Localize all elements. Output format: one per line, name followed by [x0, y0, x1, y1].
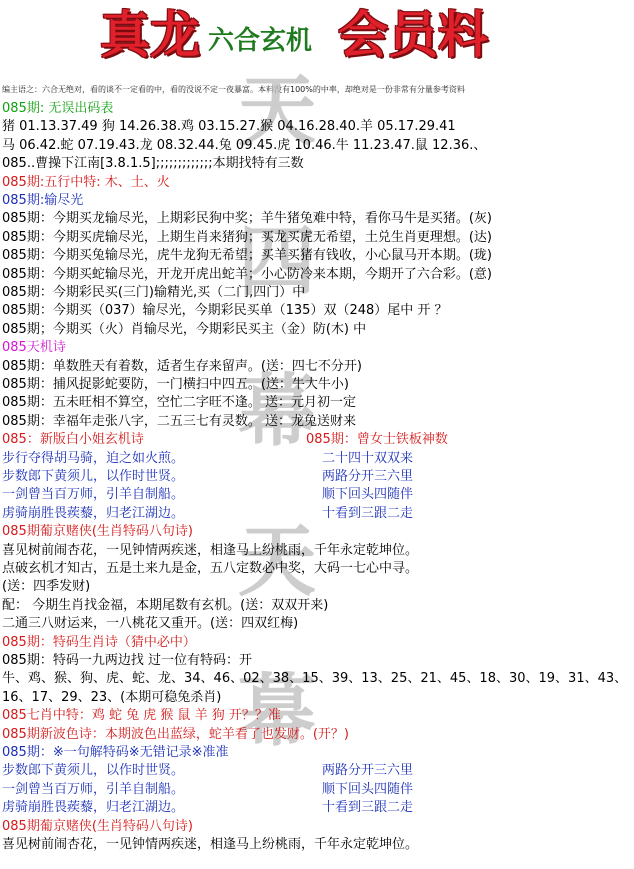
text-line: 085期新波色诗：本期波色出蓝绿，蛇羊看了也发财。(开？)	[2, 726, 349, 742]
text-line: 085期: 无误出码表	[2, 101, 114, 116]
text-line: 085期：今期买龙输尽光，上期彩民狗中奖；羊牛猪兔难中特，看你马牛是买猪。(灰)	[2, 211, 492, 227]
text-line: 步行夺得胡马骑，迫之如火煎。	[2, 450, 185, 466]
text-line: 085期：今期买虎输尽光，上期生肖来猪狗；买龙买虎无希望，土兑生肖更理想。(达)	[2, 229, 492, 245]
text-line: 点破玄机才知古，五是土来九是金，五八定数必中奖，大码一七心中寻。	[2, 561, 419, 576]
text-line: 085期：特码生肖诗（猜中必中）	[2, 634, 196, 650]
text-line: 085期:五行中特: 木、土、火	[2, 174, 170, 190]
text-line: 二十四十双双来	[322, 450, 414, 466]
text-line: 085期：今期买蛇输尽光，开龙开虎出蛇羊；小心防冷来本期，今期开了六合彩。(意)	[2, 266, 492, 282]
text-line: 085期：单数胜天有着数，适者生存来留声。(送：四七不分开)	[2, 358, 362, 374]
watermark-glyph: 天	[237, 516, 316, 607]
watermark-glyph: 幕	[237, 666, 316, 757]
text-line: (送：四季发财)	[2, 579, 91, 595]
text-line: 085期：捕风捉影蛇要防，一门横扫中四五。(送：牛大牛小)	[2, 377, 349, 392]
watermark-glyph: 四	[237, 216, 316, 307]
text-line: 085天机诗	[2, 340, 66, 356]
text-line: 十看到三跟二走	[322, 505, 414, 521]
text-line: 二通三八财运来，一八桃花又重开。(送：四双红梅)	[2, 616, 299, 632]
text-line: 喜见树前闹杏花，一见钟情两疾迷，相逢马上纷桃雨，千年永定乾坤位。	[2, 542, 419, 558]
text-line: 配： 今期生肖找金福，本期尾数有玄机。(送：双双开来)	[2, 597, 329, 613]
text-line: 顺下回头四随伴	[322, 487, 414, 503]
text-line: 步数郎下黄须儿，以作时世贤。	[2, 763, 185, 779]
text-line: 十看到三跟二走	[322, 800, 414, 816]
text-line: 085期：※一句解特码※无错记录※准准	[2, 745, 229, 760]
title-part2: 会员料	[338, 5, 488, 64]
text-line: 马 06.42.蛇 07.19.43.龙 08.32.44.兔 09.45.虎 10.46.牛 11.23.47.鼠 12.36.、	[2, 137, 487, 153]
text-line: 一剑曾当百万师，引羊自制船。	[2, 487, 185, 503]
text-line: 085期:输尽光	[2, 193, 84, 208]
disclaimer-notice: 编主语之：六合无绝对，看的谈不一定看的中，看的没说不定一夜暴富。本料没有100%的中率，却绝对是一份非常有分量参考资料	[2, 85, 465, 94]
text-line: 顺下回头四随伴	[322, 781, 414, 797]
watermark-glyph: 天	[237, 66, 316, 157]
text-line: 085期：特码一九两边找 过一位有特码：开	[2, 653, 252, 668]
text-line: 喜见树前闹杏花，一见钟情两疾迷，相逢马上纷桃雨，千年永定乾坤位。	[2, 837, 419, 852]
watermark-glyph: 幕	[237, 366, 316, 457]
text-line: 两路分开三六里	[322, 763, 414, 779]
text-line: 两路分开三六里	[322, 469, 414, 484]
text-line: 虏骑崩胜畏蒺藜，归老江湖边。	[2, 505, 185, 521]
text-line: 085期：曾女士铁板神数	[306, 432, 448, 448]
text-line: 085..曹操下江南[3.8.1.5];;;;;;;;;;;;;本期找特有三数	[2, 156, 304, 172]
text-line: 虏骑崩胜畏蒺藜，归老江湖边。	[2, 800, 185, 816]
text-line: 猪 01.13.37.49 狗 14.26.38.鸡 03.15.27.猴 04.16.28.40.羊 05.17.29.41	[2, 119, 456, 135]
text-line: 085期：今期买兔输尽光，虎牛龙狗无希望；买羊买猪有钱收，小心鼠马开本期。(珑)	[2, 248, 492, 264]
title-part1: 真龙	[100, 5, 200, 64]
text-line: 085期：幸福年走张八字，二五三七有灵数。 送：龙兔送财来	[2, 413, 356, 429]
text-line: 085期葡京赌侠(生肖特码八句诗)	[2, 524, 193, 540]
title-subtitle: 六合玄机	[208, 26, 313, 56]
text-line: 085期；今期买（火）肖输尽光，今期彩民买主（金）防(木) 中	[2, 321, 367, 337]
text-line: 085期葡京赌侠(生肖特码八句诗)	[2, 818, 193, 834]
text-line: 085期：五未旺相不算空，空忙二字旺不逢。 送：元月初一定	[2, 395, 356, 411]
text-line: 085期：今期彩民买(三门)输精光,买（二门,四门）中	[2, 285, 306, 300]
text-line: 085：新版白小姐玄机诗	[2, 432, 144, 448]
text-line: 牛、鸡、猴、狗、虎、蛇、龙、34、46、02、38、15、39、13、25、21、45、18、30、19、31、43、	[2, 671, 628, 687]
text-line: 一剑曾当百万师，引羊自制船。	[2, 781, 185, 797]
text-line: 步数郎下黄须儿，以作时世贤。	[2, 469, 185, 484]
text-line: 16、17、29、23、(本期可稳兔杀肖)	[2, 689, 222, 705]
text-line: 085七肖中特：鸡 蛇 兔 虎 猴 鼠 羊 狗 开？？准	[2, 708, 281, 724]
text-line: 085期：今期买（037）输尽光，今期彩民买单（135）双（248）尾中 开 ？	[2, 303, 448, 319]
